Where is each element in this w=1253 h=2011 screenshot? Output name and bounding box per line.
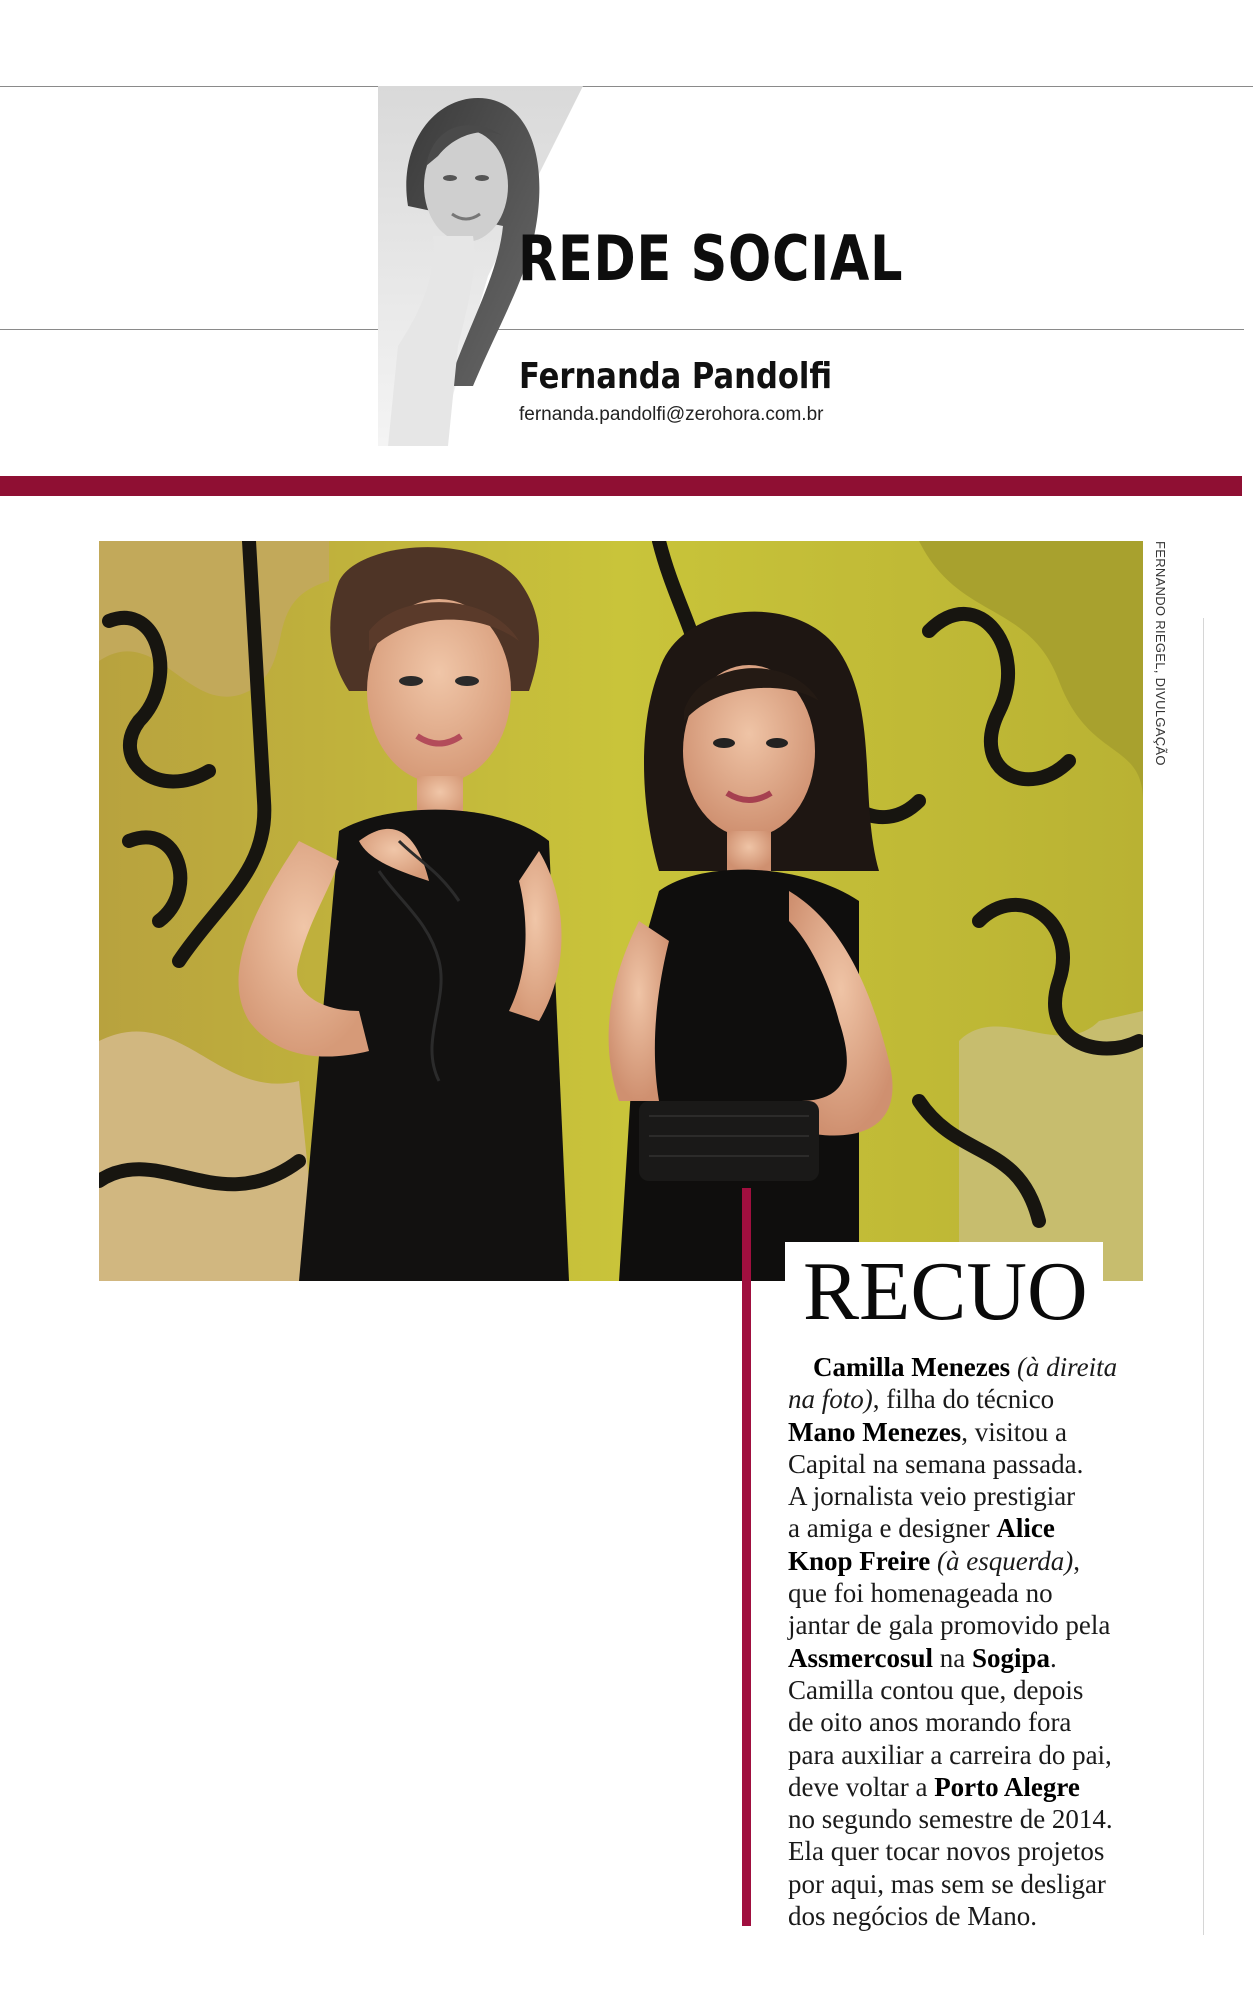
body-line: a amiga e designer Alice [788, 1513, 1055, 1544]
body-line: Assmercosul na Sogipa. [788, 1642, 1057, 1673]
body-line: jantar de gala promovido pela [788, 1610, 1111, 1641]
body-line: que foi homenageada no [788, 1578, 1053, 1609]
article-body [788, 1351, 1148, 1932]
author-name: Fernanda Pandolfi [519, 356, 833, 397]
body-line: no segundo semestre de 2014. [788, 1804, 1113, 1835]
body-line: deve voltar a Porto Alegre [788, 1771, 1080, 1802]
body-line: na foto), filha do técnico [788, 1384, 1055, 1415]
column-rule-right [1203, 618, 1204, 1935]
body-line: Knop Freire (à esquerda), [788, 1545, 1080, 1576]
headline-accent-bar [742, 1188, 751, 1926]
section-divider-bar [0, 476, 1242, 496]
body-line: Mano Menezes, visitou a [788, 1416, 1067, 1447]
body-line: A jornalista veio prestigiar [788, 1481, 1076, 1512]
body-line: Camilla contou que, depois [788, 1674, 1084, 1705]
body-line: para auxiliar a carreira do pai, [788, 1739, 1112, 1770]
photo-credit: FERNANDO RIEGEL, DIVULGAÇÃO [1153, 541, 1168, 766]
body-line: Ela quer tocar novos projetos [788, 1836, 1105, 1867]
top-rule [0, 86, 1253, 87]
column-title: REDE SOCIAL [518, 222, 904, 295]
article-headline: RECUO [803, 1245, 1088, 1338]
body-line: Camilla Menezes (à direita [813, 1352, 1118, 1382]
body-line: por aqui, mas sem se desligar [788, 1868, 1106, 1899]
body-line: de oito anos morando fora [788, 1707, 1072, 1738]
event-photo [99, 541, 1143, 1281]
body-line: dos negócios de Mano. [788, 1901, 1037, 1932]
body-line: Capital na semana passada. [788, 1448, 1084, 1479]
header-rule-left [0, 329, 378, 330]
author-email[interactable]: fernanda.pandolfi@zerohora.com.br [519, 404, 824, 425]
